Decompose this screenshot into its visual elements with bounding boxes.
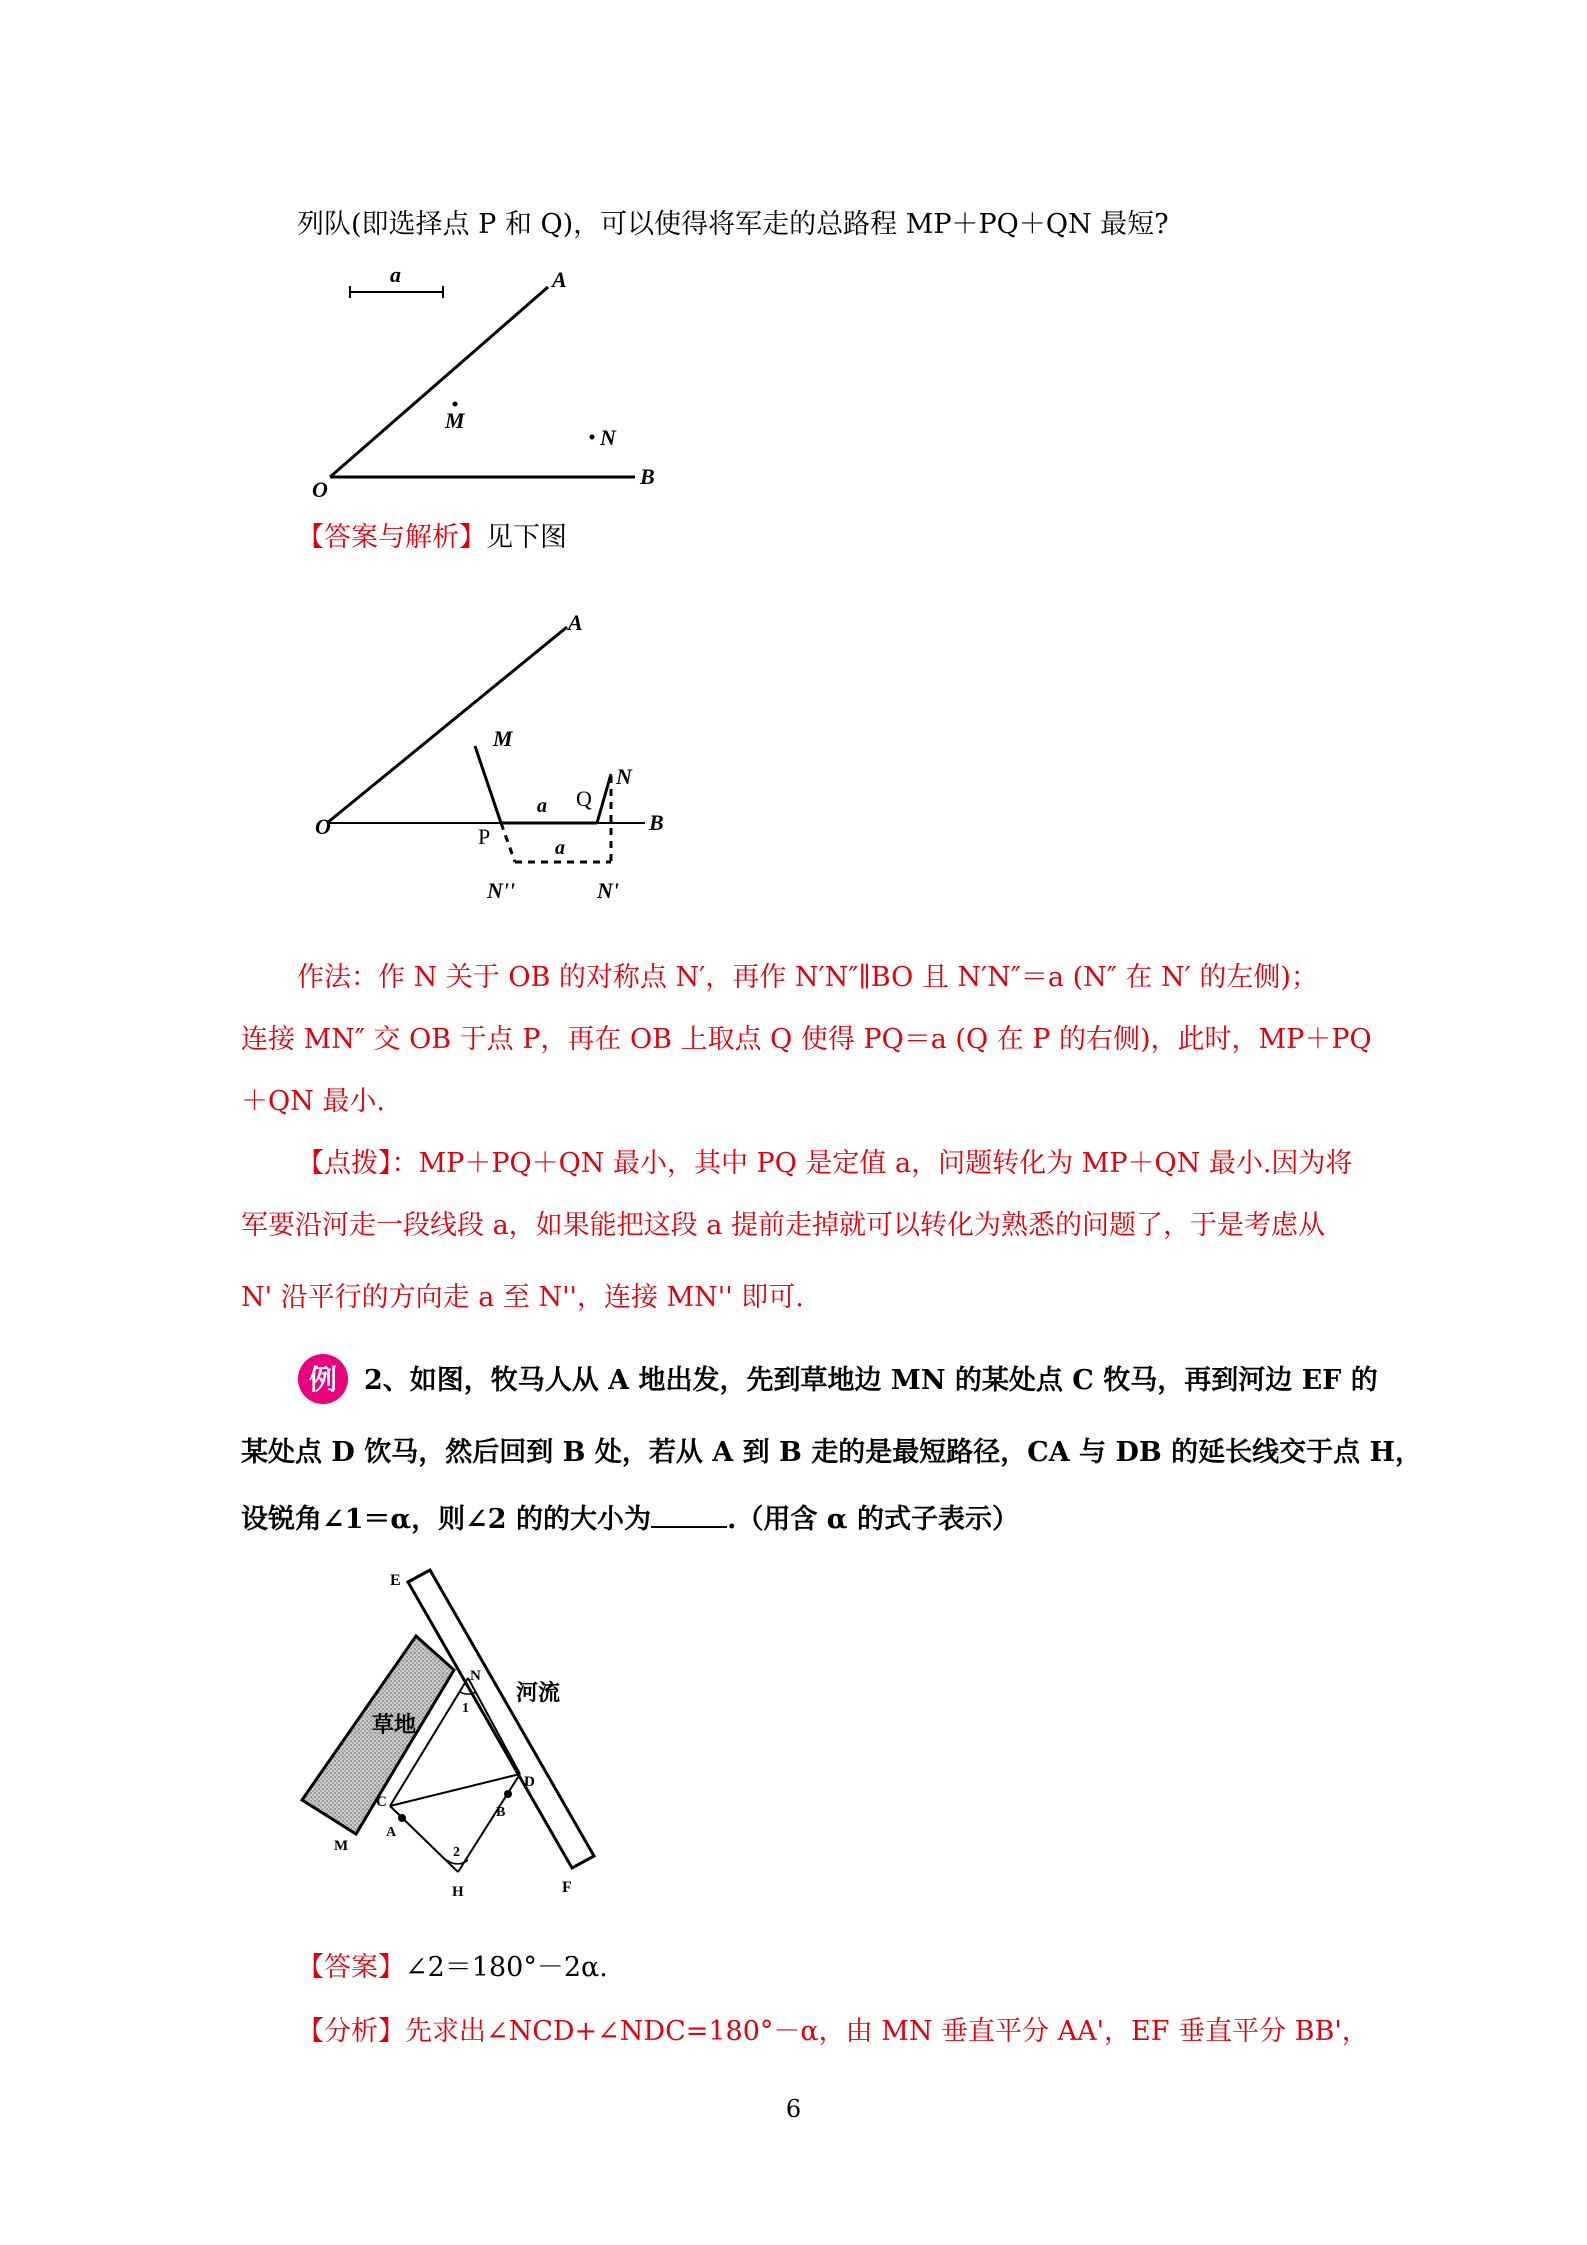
example2-line-3b: .（用含 α 的式子表示）	[727, 1504, 1019, 1535]
answer1-text: 见下图	[486, 522, 567, 553]
intro-line: 列队(即选择点 P 和 Q)，可以使得将军走的总路程 MP＋PQ＋QN 最短?	[297, 209, 1169, 240]
fig3-label-2: 2	[453, 1845, 460, 1860]
hint-line-3: N' 沿平行的方向走 a 至 N''，连接 MN'' 即可.	[241, 1282, 804, 1313]
fig1-label-O: O	[312, 477, 328, 502]
fig3-label-C: C	[376, 1794, 387, 1810]
fig2-label-M: M	[493, 726, 513, 751]
fig1-label-M: M	[445, 408, 465, 433]
fig2-label-O: O	[315, 814, 331, 839]
fig3-label-river: 河流	[516, 1680, 561, 1705]
fig1-label-N: N	[600, 425, 616, 450]
fig3-label-M: M	[334, 1838, 349, 1854]
method-line-3: ＋QN 最小.	[241, 1086, 385, 1117]
fig2-label-A: A	[568, 610, 583, 635]
hint-line-2: 军要沿河走一段线段 a，如果能把这段 a 提前走掉就可以转化为熟悉的问题了，于是考虑从	[241, 1210, 1325, 1241]
answer2-label: 【答案】	[297, 1952, 405, 1983]
figure-river-grass	[290, 1560, 620, 1920]
fig3-label-H: H	[452, 1884, 464, 1900]
fig2-label-N2: N''	[487, 878, 516, 903]
example2-line-1: 2、如图，牧马人从 A 地出发，先到草地边 MN 的某处点 C 牧马，再到河边 EF 的	[364, 1365, 1378, 1396]
fig2-label-N: N	[616, 764, 632, 789]
example-badge-icon	[296, 1352, 350, 1406]
method-line-1: 作法：作 N 关于 OB 的对称点 N′，再作 N′N″∥BO 且 N′N″＝a (N″ 在 N′ 的左侧)；	[297, 962, 1318, 993]
fig3-label-A: A	[386, 1825, 397, 1840]
fig1-label-B: B	[640, 464, 655, 489]
fig3-label-B: B	[496, 1805, 506, 1820]
analysis-line	[297, 2012, 1369, 2052]
fig2-label-a-top: a	[537, 795, 547, 817]
fig3-label-D: D	[524, 1774, 535, 1790]
fig3-label-E: E	[390, 1572, 401, 1589]
fig3-label-N: N	[470, 1668, 481, 1684]
figure-construction	[315, 600, 695, 920]
fig2-label-a-bottom: a	[555, 837, 565, 859]
fig2-label-P: P	[478, 824, 491, 849]
answer2-text: ∠2＝180°－2α.	[405, 1952, 608, 1983]
fig2-label-N1: N'	[597, 878, 619, 903]
answer1-label: 【答案与解析】	[297, 522, 486, 553]
answer-blank	[651, 1498, 727, 1528]
analysis-text: 先求出∠NCD+∠NDC=180°－α，由 MN 垂直平分 AA'，EF 垂直平分 BB'，	[405, 2016, 1369, 2047]
analysis-label: 【分析】	[297, 2016, 405, 2047]
fig2-label-B: B	[649, 810, 664, 835]
example2-line-3	[241, 1498, 1019, 1540]
answer1-line	[297, 518, 567, 558]
hint-line-1: 【点拨】：MP＋PQ＋QN 最小，其中 PQ 是定值 a，问题转化为 MP＋QN 最小.因为将	[297, 1148, 1353, 1179]
method-line-2: 连接 MN″ 交 OB 于点 P，再在 OB 上取点 Q 使得 PQ＝a (Q 在 P 的右侧)，此时，MP＋PQ	[241, 1024, 1372, 1055]
figure-angle-aob	[300, 262, 680, 502]
page-number: 6	[785, 2095, 802, 2123]
fig3-label-grass: 草地	[372, 1712, 417, 1737]
example2-line-2: 某处点 D 饮马，然后回到 B 处，若从 A 到 B 走的是最短路径，CA 与 DB 的延长线交于点 H，	[241, 1437, 1422, 1468]
fig3-label-1: 1	[462, 1701, 469, 1716]
fig3-label-F: F	[562, 1879, 572, 1896]
fig1-label-a: a	[390, 262, 401, 287]
example2-line-3a: 设锐角∠1＝α，则∠2 的的大小为	[241, 1504, 651, 1535]
answer2-line	[297, 1948, 608, 1988]
example-badge-label: 例	[308, 1363, 338, 1396]
fig1-label-A: A	[552, 267, 567, 292]
fig2-label-Q: Q	[576, 786, 592, 811]
